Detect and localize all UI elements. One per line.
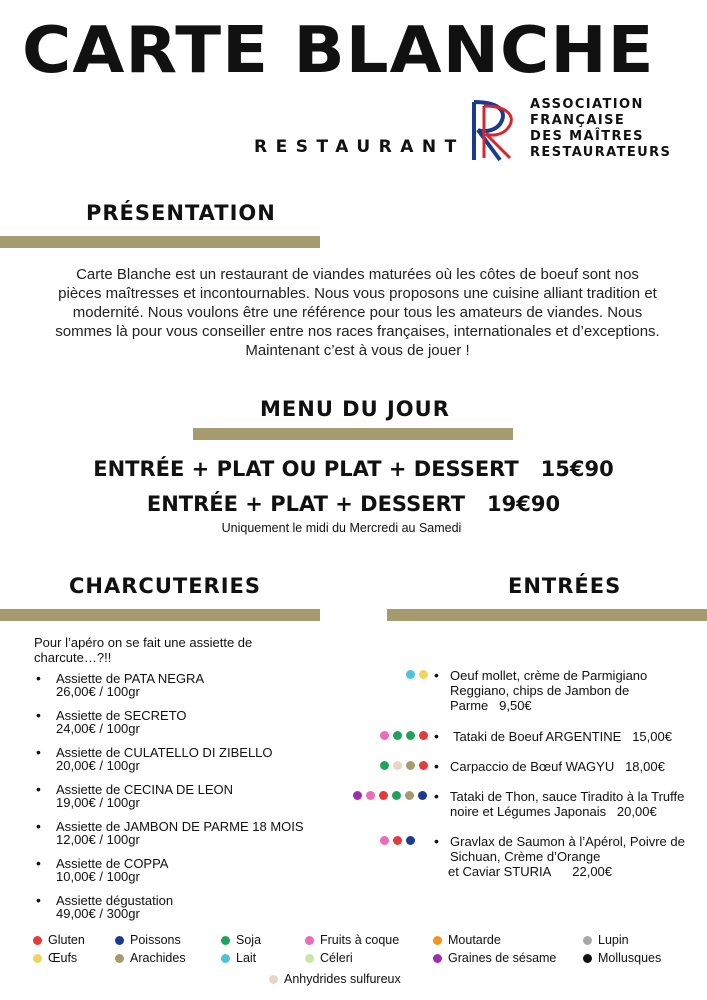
charcuteries-intro: Pour l’apéro on se fait une assiette de charcute…?!! [34,635,253,665]
list-item [36,746,336,772]
legend-item [221,933,261,947]
entree-text [450,759,700,774]
allergen-dot [393,761,402,770]
list-item [36,894,336,920]
item-name: Assiette de CULATELLO DI ZIBELLO [56,745,273,760]
legend-item [583,951,661,965]
bullet: • [434,833,439,849]
menu-du-jour-divider [193,428,513,440]
allergen-dot [380,731,389,740]
item-name: Assiette de JAMBON DE PARME 18 MOIS [56,819,304,834]
list-item [36,672,336,698]
maitres-restaurateurs-logo-icon [470,98,520,164]
legend-dot [583,936,592,945]
legend-dot [305,954,314,963]
allergen-dot [379,791,388,800]
legend-label: Lait [236,951,257,965]
entree-line: Reggiano, chips de Jambon de [450,683,630,698]
legend-item [583,933,629,947]
legend-dot [433,936,442,945]
presentation-line: modernité. Nous voulons être une référence pour tous les amateurs de viandes. Nous [72,304,643,321]
entree-text [450,789,700,819]
entree-line: Parme 9,50€ [450,698,532,713]
allergen-dot [419,761,428,770]
allergen-dots [380,836,415,845]
charcuteries-divider [0,609,320,621]
allergen-dots [353,791,427,800]
menu-formula-2 [0,492,707,516]
entree-line: Tataki de Boeuf ARGENTINE 15,00€ [453,729,672,744]
legend-label: Lupin [598,933,629,947]
legend-label: Poissons [130,933,181,947]
charcuteries-heading: CHARCUTERIES [69,574,261,598]
legend-dot [221,954,230,963]
entree-line: Gravlax de Saumon à l’Apérol, Poivre de [450,834,685,849]
entree-text [450,668,700,713]
allergen-dot [419,731,428,740]
legend-item [33,951,77,965]
allergen-dot [405,791,414,800]
legend-item [115,951,186,965]
presentation-line: Carte Blanche est un restaurant de viandes maturées où les côtes de boeuf sont nos [76,266,639,283]
allergen-dot [406,670,415,679]
brand-subtitle: RESTAURANT [254,137,465,157]
presentation-text [30,265,685,360]
item-price: 19,00€ / 100gr [56,795,140,810]
association-name [530,97,671,161]
legend-dot [583,954,592,963]
allergen-dot [393,731,402,740]
brand-title: CARTE BLANCHE [22,14,655,88]
item-price: 24,00€ / 100gr [56,721,140,736]
item-name: Assiette de CECINA DE LEON [56,782,234,797]
legend-item [433,933,501,947]
legend-label: Graines de sésame [448,951,557,965]
presentation-line: sommes là pour vous conseiller entre nos races françaises, internationales et d’exceptions. [55,323,660,340]
list-item [36,709,336,735]
legend-dot [269,975,278,984]
legend-label: Soja [236,933,262,947]
list-item [36,857,336,883]
legend-label: Gluten [48,933,85,947]
bullet: • [434,728,439,744]
allergen-dots [406,670,428,679]
legend-label: Œufs [48,951,78,965]
association-line: RESTAURATEURS [530,145,672,160]
legend-dot [33,954,42,963]
legend-label: Mollusques [598,951,662,965]
legend-item [115,933,181,947]
entree-line: Carpaccio de Bœuf WAGYU 18,00€ [450,759,665,774]
bullet: • [434,788,439,804]
item-price: 20,00€ / 100gr [56,758,140,773]
legend-item [269,972,401,986]
list-item [36,820,336,846]
item-price: 12,00€ / 100gr [56,832,140,847]
legend-dot [115,936,124,945]
item-price: 10,00€ / 100gr [56,869,140,884]
legend-label: Fruits à coque [320,933,400,947]
legend-item [305,951,353,965]
entree-line: noire et Légumes Japonais 20,00€ [450,804,657,819]
legend-label: Arachides [130,951,186,965]
association-line: FRANÇAISE [530,113,626,128]
item-name: Assiette de SECRETO [56,708,187,723]
allergen-dot [366,791,375,800]
legend-dot [33,936,42,945]
allergen-dot [419,670,428,679]
item-name: Assiette de COPPA [56,856,169,871]
legend-item [33,933,85,947]
legend-dot [433,954,442,963]
presentation-divider [0,236,320,248]
menu-du-jour-heading: MENU DU JOUR [260,397,450,421]
allergen-dot [418,791,427,800]
item-price: 49,00€ / 300gr [56,906,140,921]
item-price: 26,00€ / 100gr [56,684,140,699]
item-name: Assiette de PATA NEGRA [56,671,205,686]
legend-dot [305,936,314,945]
legend-label: Moutarde [448,933,501,947]
list-item [36,783,336,809]
entree-line: Oeuf mollet, crème de Parmigiano [450,668,648,683]
legend-item [221,951,256,965]
allergen-dots [380,731,428,740]
allergen-dot [392,791,401,800]
menu-note: Uniquement le midi du Mercredi au Samedi [221,521,462,535]
entree-line: Sichuan, Crème d’Orange [450,849,601,864]
allergen-dot [380,836,389,845]
entree-text [450,834,700,879]
legend-label: Céleri [320,951,353,965]
presentation-line: pièces maîtresses et incontournables. Nous vous proposons une cuisine alliant tradition et [58,285,657,302]
allergen-dot [406,761,415,770]
association-line: ASSOCIATION [530,97,644,112]
presentation-heading: PRÉSENTATION [86,201,276,225]
presentation-line: Maintenant c’est à vous de jouer ! [245,342,470,359]
allergen-dots [380,761,428,770]
allergen-dot [380,761,389,770]
entree-line: Tataki de Thon, sauce Tiradito à la Truffe [450,789,685,804]
menu-formula-1 [0,457,707,481]
bullet: • [434,667,439,683]
entree-line: et Caviar STURIA 22,00€ [448,864,613,879]
allergen-dot [406,731,415,740]
charcuteries-list [36,672,336,931]
legend-dot [115,954,124,963]
entrees-heading: ENTRÉES [508,574,622,598]
item-name: Assiette dégustation [56,893,174,908]
entrees-divider [387,609,707,621]
menu-formula-1-text: ENTRÉE + PLAT OU PLAT + DESSERT 15€90 [93,457,614,481]
allergen-dot [353,791,362,800]
legend-dot [221,936,230,945]
association-line: DES MAÎTRES [530,129,644,144]
legend-label: Anhydrides sulfureux [284,972,401,986]
allergen-dot [393,836,402,845]
menu-formula-2-text: ENTRÉE + PLAT + DESSERT 19€90 [146,492,561,516]
allergen-dot [406,836,415,845]
entree-text [453,729,703,744]
legend-item [305,933,399,947]
legend-item [433,951,556,965]
bullet: • [434,758,439,774]
